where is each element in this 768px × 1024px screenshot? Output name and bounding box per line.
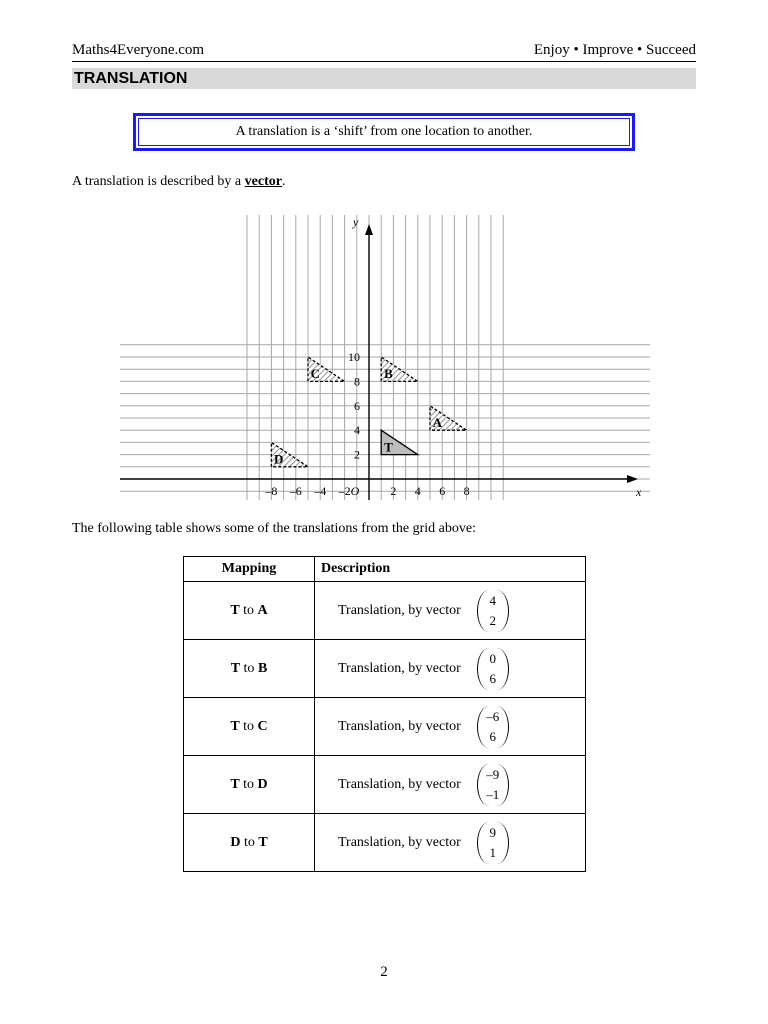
shape-label-t: T <box>384 439 393 455</box>
mapping-to: D <box>257 776 268 792</box>
table-row <box>184 756 586 814</box>
page-title: TRANSLATION <box>74 70 188 87</box>
coordinate-grid <box>110 210 650 510</box>
y-axis-arrow <box>365 224 373 235</box>
description-cell <box>315 698 586 756</box>
mapping-to-word: to <box>243 834 255 850</box>
header-mapping: Mapping <box>184 557 315 582</box>
intro-bold-word: vector <box>244 174 282 189</box>
definition-text: A translation is a ‘shift’ from one location to another. <box>138 118 630 146</box>
vector-x: 4 <box>489 592 496 608</box>
mapping-to-word: to <box>243 776 255 792</box>
y-tick-label: 4 <box>354 423 360 438</box>
description-text: Translation, by vector <box>338 776 461 792</box>
y-tick-label: 6 <box>354 398 360 413</box>
x-tick-label: 6 <box>439 484 446 498</box>
mapping-from: T <box>230 660 241 676</box>
column-vector <box>477 706 509 748</box>
mapping-from: T <box>230 718 240 734</box>
title-bar <box>72 68 696 89</box>
x-tick-label: 4 <box>414 484 421 498</box>
mapping-cell <box>184 698 315 756</box>
page-header <box>72 42 696 62</box>
grid-lines <box>120 215 650 500</box>
vector-y: 1 <box>489 844 496 860</box>
origin-label: O <box>350 484 360 498</box>
description-text: Translation, by vector <box>338 834 461 850</box>
mapping-from: T <box>230 602 240 618</box>
vector-x: 0 <box>489 650 496 666</box>
x-tick-label: –4 <box>314 484 327 498</box>
description-text: Translation, by vector <box>338 660 461 676</box>
description-text: Translation, by vector <box>338 602 461 618</box>
mapping-from: T <box>230 776 240 792</box>
x-tick-label: –2 <box>338 484 351 498</box>
vector-y: 6 <box>489 670 496 686</box>
table-row <box>184 582 586 640</box>
header-description: Description <box>315 557 586 582</box>
x-tick-label: 2 <box>390 484 397 498</box>
description-cell <box>315 814 586 872</box>
x-tick-label: –8 <box>265 484 278 498</box>
x-tick-label: –6 <box>289 484 302 498</box>
vector-x: 9 <box>489 824 496 840</box>
table-row <box>184 698 586 756</box>
mapping-cell <box>184 756 315 814</box>
mapping-to: A <box>257 602 268 618</box>
mapping-cell <box>184 640 315 698</box>
y-tick-label: 2 <box>354 447 360 462</box>
shape-label-d: D <box>274 451 284 467</box>
shape-label-c: C <box>310 366 321 382</box>
table-intro: The following table shows some of the translations from the grid above: <box>72 521 476 536</box>
mapping-cell <box>184 814 315 872</box>
mapping-to: B <box>257 660 268 676</box>
tagline: Enjoy • Improve • Succeed <box>533 42 696 58</box>
column-vector <box>477 648 509 690</box>
x-tick-label: 8 <box>463 484 470 498</box>
mapping-to: C <box>257 718 268 734</box>
table-row <box>184 814 586 872</box>
table-row <box>184 640 586 698</box>
shape-label-a: A <box>432 414 443 430</box>
column-vector <box>477 764 509 806</box>
table-header-row <box>184 557 586 582</box>
y-axis-label: y <box>353 215 359 229</box>
vector-y: 6 <box>489 728 496 744</box>
page-number: 2 <box>380 964 388 980</box>
grid-axes <box>120 224 638 500</box>
vector-y: 2 <box>489 612 496 628</box>
intro-paragraph <box>72 174 285 190</box>
column-vector <box>477 822 509 864</box>
vector-y: –1 <box>486 786 500 802</box>
x-axis-arrow <box>627 475 638 483</box>
mapping-to-word: to <box>243 602 255 618</box>
intro-text-after: . <box>281 174 286 189</box>
description-cell <box>315 582 586 640</box>
y-tick-label: 10 <box>348 350 360 364</box>
site-name: Maths4Everyone.com <box>72 42 205 58</box>
mapping-to-word: to <box>243 660 255 676</box>
mapping-from: D <box>230 834 241 850</box>
column-vector <box>477 590 509 632</box>
mapping-to-word: to <box>243 718 255 734</box>
definition-box <box>133 113 635 151</box>
description-cell <box>315 756 586 814</box>
description-cell <box>315 640 586 698</box>
mapping-to: T <box>258 834 268 850</box>
description-text: Translation, by vector <box>338 718 461 734</box>
shape-label-b: B <box>384 366 393 382</box>
intro-text-before: A translation is described by a <box>72 174 245 189</box>
translations-table <box>183 556 586 872</box>
vector-x: –6 <box>486 708 500 724</box>
mapping-cell <box>184 582 315 640</box>
y-tick-label: 8 <box>354 374 360 389</box>
vector-x: –9 <box>486 766 500 782</box>
x-axis-label: x <box>636 485 642 499</box>
